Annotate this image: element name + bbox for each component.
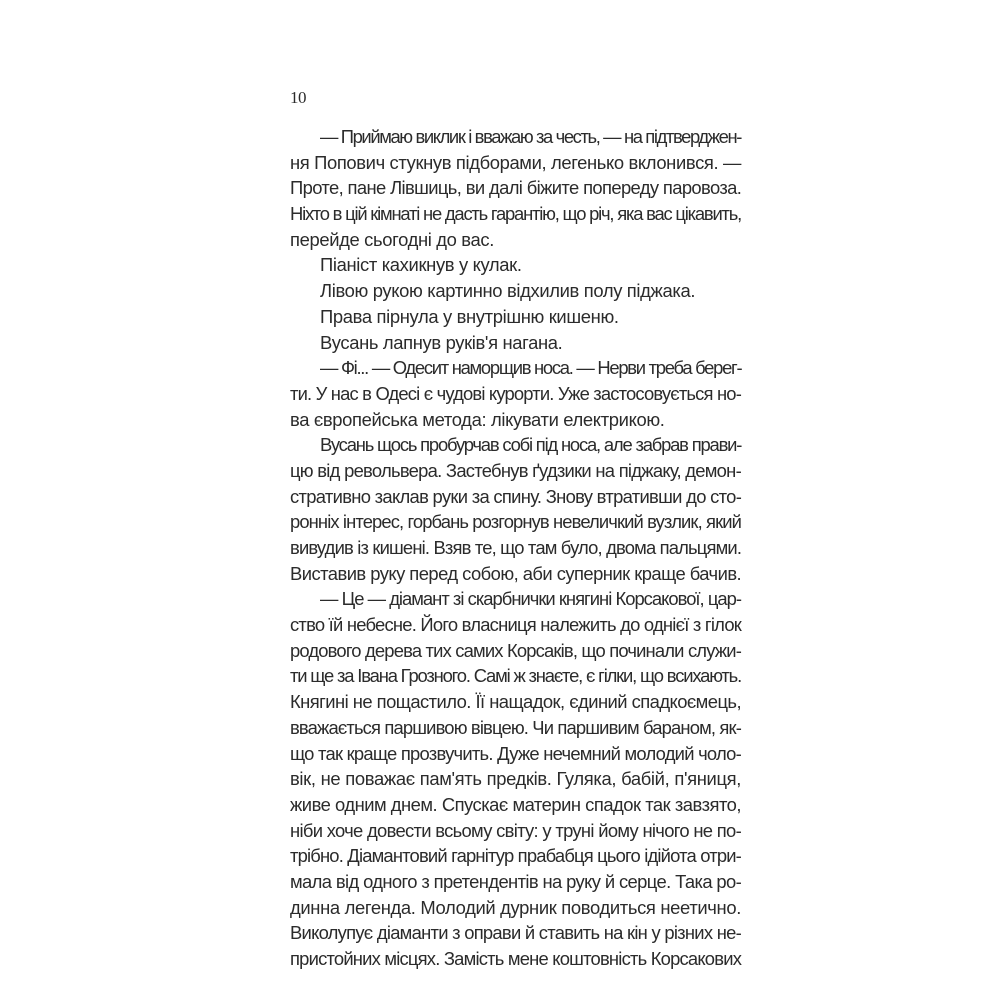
text-line: мала від одного з претендентів на руку й серце. Така ро-: [290, 870, 742, 892]
text-line: Піаніст кахикнув у кулак.: [320, 254, 522, 276]
text-line: ва європейська метода: лікувати електрикою.: [290, 408, 665, 430]
text-line: — Приймаю виклик і вважаю за честь, — на підтверджен-: [320, 126, 741, 147]
text-line: Права пірнула у внутрішню кишеню.: [320, 305, 619, 327]
text-line: вік, не поважає пам'ять предків. Гуляка, бабій, п'яниця,: [290, 768, 741, 790]
text-line: Виставив руку перед собою, аби суперник краще бачив.: [290, 562, 742, 584]
text-line: Виколупує діаманти з оправи й ставить на кін у різних не-: [290, 922, 741, 944]
text-line: вважається паршивою вівцею. Чи паршивим бараном, як-: [290, 716, 741, 738]
text-line: цю від револьвера. Застебнув ґудзики на піджаку, демон-: [290, 459, 741, 481]
text-line: Вусань щось пробурчав собі під носа, але забрав прави-: [320, 434, 742, 456]
text-line: Вусань лапнув руків'я нагана.: [320, 331, 563, 353]
text-line: перейде сьогодні до вас.: [290, 228, 494, 250]
text-line: ня Попович стукнув підборами, легенько вклонився. —: [290, 151, 741, 173]
text-line: ніби хоче довести всьому світу: у труні йому нічого не по-: [290, 819, 741, 841]
text-line: що так краще прозвучить. Дуже нечемний молодий чоло-: [290, 742, 741, 764]
text-line: Княгині не пощастило. Її нащадок, єдиний спадкоємець,: [290, 691, 741, 713]
text-line: трібно. Діамантовий гарнітур прабабця цього ідійота отри-: [290, 845, 741, 867]
text-line: родового дерева тих самих Корсаків, що починали служи-: [290, 639, 741, 661]
text-line: вивудив із кишені. Взяв те, що там було, двома пальцями.: [290, 537, 742, 558]
text-line: пристойних місцях. Замість мене коштовність Корсакових: [290, 948, 742, 969]
text-line: ронніх інтерес, горбань розгорнув невеличкий вузлик, який: [290, 511, 741, 533]
text-line: ти ще за Івана Грозного. Самі ж знаєте, є гілки, що всихають.: [290, 665, 742, 687]
text-line: живе одним днем. Спускає материн спадок так завзято,: [290, 793, 741, 815]
text-line: Ніхто в цій кімнаті не дасть гарантію, що річ, яка вас цікавить,: [290, 203, 741, 225]
text-line: Лівою рукою картинно відхилив полу піджака.: [320, 280, 696, 302]
body-text: [290, 124, 741, 972]
text-line: ство їй небесне. Його власниця належить до однієї з гілок: [290, 614, 742, 636]
text-line: Проте, пане Лівшиць, ви далі біжите попереду паровоза.: [290, 177, 742, 199]
text-line: стративно заклав руки за спину. Знову втративши до сто-: [290, 485, 742, 507]
text-line: — Фі... — Одесит наморщив носа. — Нерви треба берег-: [320, 357, 742, 379]
text-line: динна легенда. Молодий дурник поводиться неетично.: [290, 896, 741, 918]
text-line: ти. У нас в Одесі є чудові курорти. Уже застосовується но-: [290, 382, 741, 404]
text-line: — Це — діамант зі скарбнички княгині Корсакової, цар-: [320, 588, 741, 610]
page-number: 10: [290, 88, 306, 107]
